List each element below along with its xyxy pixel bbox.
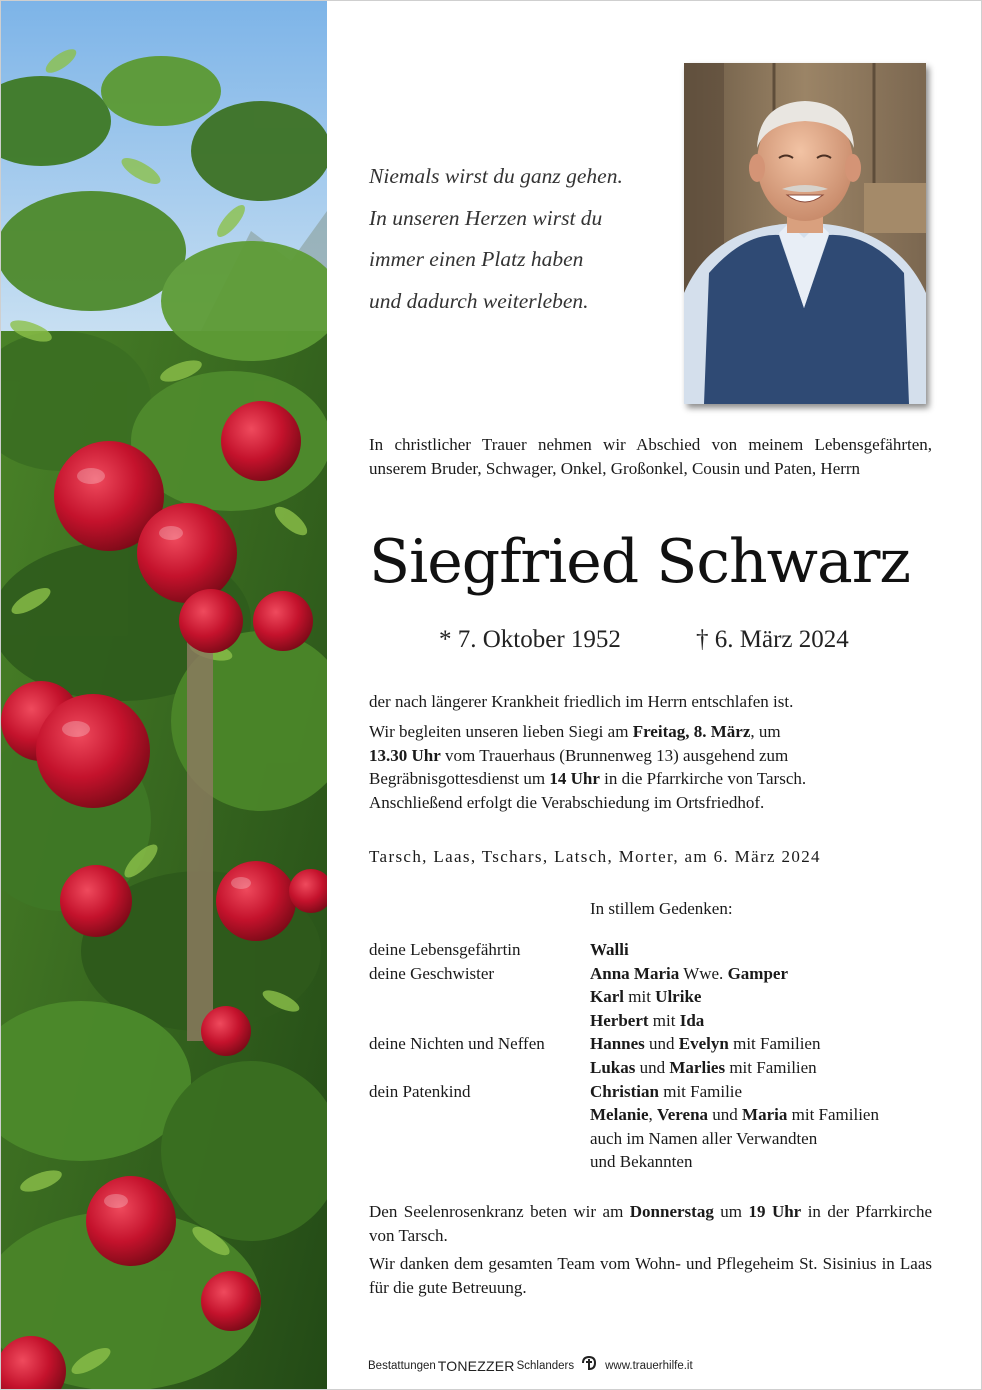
funeral-text: in die Pfarrkirche von Tarsch. (599, 769, 807, 788)
footer-prefix: Bestattungen (368, 1360, 436, 1372)
family-names (590, 1009, 704, 1033)
family-row (369, 1032, 949, 1056)
deceased-name: Siegfried Schwarz (369, 527, 911, 597)
intro-text: In christlicher Trauer nehmen wir Abschied von meinem Lebensgefährten, unserem Bruder, Schwager, Onkel, Großonkel, Cousin und Paten, Herrn (369, 435, 932, 478)
rosary-time: 19 Uhr (748, 1202, 802, 1221)
family-row (369, 1150, 949, 1174)
gedenken-heading: In stillem Gedenken: (590, 899, 733, 918)
footer-brand: TONEZZER (437, 1358, 515, 1374)
funeral-line-4: Anschließend erfolgt die Verabschiedung im Ortsfriedhof. (369, 792, 765, 812)
trauerhilfe-logo-icon (580, 1355, 600, 1378)
thanks-text: Wir danken dem gesamten Team vom Wohn- und Pflegeheim St. Sisinius in Laas für die gute Betreuung. (369, 1254, 932, 1297)
family-text: mit Familien (725, 1057, 817, 1077)
family-relation: deine Geschwister (369, 963, 495, 983)
family-name: Hannes (590, 1034, 645, 1054)
family-name: Evelyn (678, 1034, 729, 1054)
poem-line: immer einen Platz haben (369, 247, 584, 271)
mass-time: 14 Uhr (549, 769, 600, 788)
footer (368, 1356, 693, 1376)
funeral-text: Begräbnisgottesdienst um (369, 769, 550, 788)
family-relation (369, 1103, 590, 1127)
place-date: Tarsch, Laas, Tschars, Latsch, Morter, am 6. März 2024 (369, 847, 821, 866)
family-name: Lukas (590, 1057, 636, 1077)
funeral-text: vom Trauerhaus (Brunnenweg 13) ausgehend zum (440, 745, 789, 765)
family-names (590, 1080, 742, 1104)
funeral-date: Freitag, 8. März (632, 722, 751, 741)
passing-text (369, 690, 932, 714)
family-names: und Bekannten (590, 1152, 693, 1172)
poem (369, 156, 669, 322)
family-names (590, 962, 788, 986)
family-name: Anna Maria (590, 963, 680, 983)
rosary-text (369, 1200, 932, 1247)
family-text: Wwe. (679, 963, 728, 983)
funeral-time: 13.30 Uhr (369, 745, 441, 765)
poem-line: und dadurch weiterleben. (369, 288, 589, 313)
family-name: Melanie (590, 1105, 649, 1125)
family-name: Karl (590, 987, 624, 1007)
family-text: und (644, 1034, 679, 1054)
family-relation (369, 985, 590, 1009)
family-names (590, 985, 701, 1009)
family-name: Ulrike (655, 987, 702, 1007)
family-relation (369, 1009, 590, 1033)
family-name: Marlies (669, 1057, 726, 1077)
passing-line: der nach längerer Krankheit friedlich im Herrn entschlafen ist. (369, 692, 794, 711)
family-row (369, 962, 949, 986)
family-names (590, 1056, 817, 1080)
family-text: mit Familie (658, 1081, 743, 1101)
rosary-part: in der Pfarrkirche von Tarsch. (369, 1202, 933, 1245)
family-row (369, 1080, 949, 1104)
family-text: mit Familien (728, 1034, 821, 1054)
family-names (590, 1032, 820, 1056)
family-names (590, 1103, 879, 1127)
family-relation: dein Patenkind (369, 1081, 471, 1101)
family-text: und (635, 1057, 670, 1077)
birth-date: * 7. Oktober 1952 (439, 626, 621, 653)
funeral-text: Wir begleiten unseren lieben Siegi am (369, 722, 633, 741)
family-relation: deine Nichten und Neffen (369, 1034, 545, 1054)
funeral-line-1 (369, 720, 932, 744)
family-text: , (648, 1105, 658, 1125)
family-row (369, 938, 949, 962)
poem-line: In unseren Herzen wirst du (369, 205, 603, 230)
portrait-photo (684, 63, 926, 404)
family-name: Ida (679, 1010, 705, 1030)
family-relation: deine Lebensgefährtin (369, 940, 521, 959)
family-text: mit (648, 1010, 680, 1030)
family-name: Maria (742, 1105, 788, 1125)
rosary-part: Den Seelenrosenkranz beten wir am (369, 1202, 630, 1221)
family-name: Herbert (590, 1010, 649, 1030)
family-name: Gamper (727, 963, 788, 983)
family-name: Verena (657, 1105, 709, 1125)
family-relation (369, 1127, 590, 1151)
funeral-info (369, 720, 932, 814)
family-text: und (708, 1105, 743, 1125)
family-names: auch im Namen aller Verwandten (590, 1128, 818, 1148)
family-name: Walli (590, 940, 629, 959)
family-row (369, 1127, 949, 1151)
footer-website[interactable]: www.trauerhilfe.it (605, 1360, 693, 1372)
footer-suffix: Schlanders (516, 1360, 575, 1372)
family-row (369, 1009, 949, 1033)
death-date: † 6. März 2024 (696, 626, 849, 653)
poem-line: Niemals wirst du ganz gehen. (369, 164, 623, 188)
family-text: mit Familien (787, 1105, 879, 1125)
family-name: Christian (590, 1081, 659, 1101)
funeral-line-3 (369, 767, 932, 791)
family-names (590, 938, 629, 962)
family-relation (369, 1056, 590, 1080)
apple-tree-photo (1, 1, 327, 1389)
rosary-day: Donnerstag (629, 1202, 714, 1221)
funeral-line-2 (369, 744, 932, 768)
family-relation (369, 1150, 590, 1174)
funeral-text: , um (750, 722, 781, 741)
family-list (369, 938, 949, 1174)
family-row (369, 1056, 949, 1080)
family-text: mit (624, 987, 656, 1007)
rosary-part: um (713, 1202, 749, 1221)
family-row (369, 1103, 949, 1127)
family-row (369, 985, 949, 1009)
